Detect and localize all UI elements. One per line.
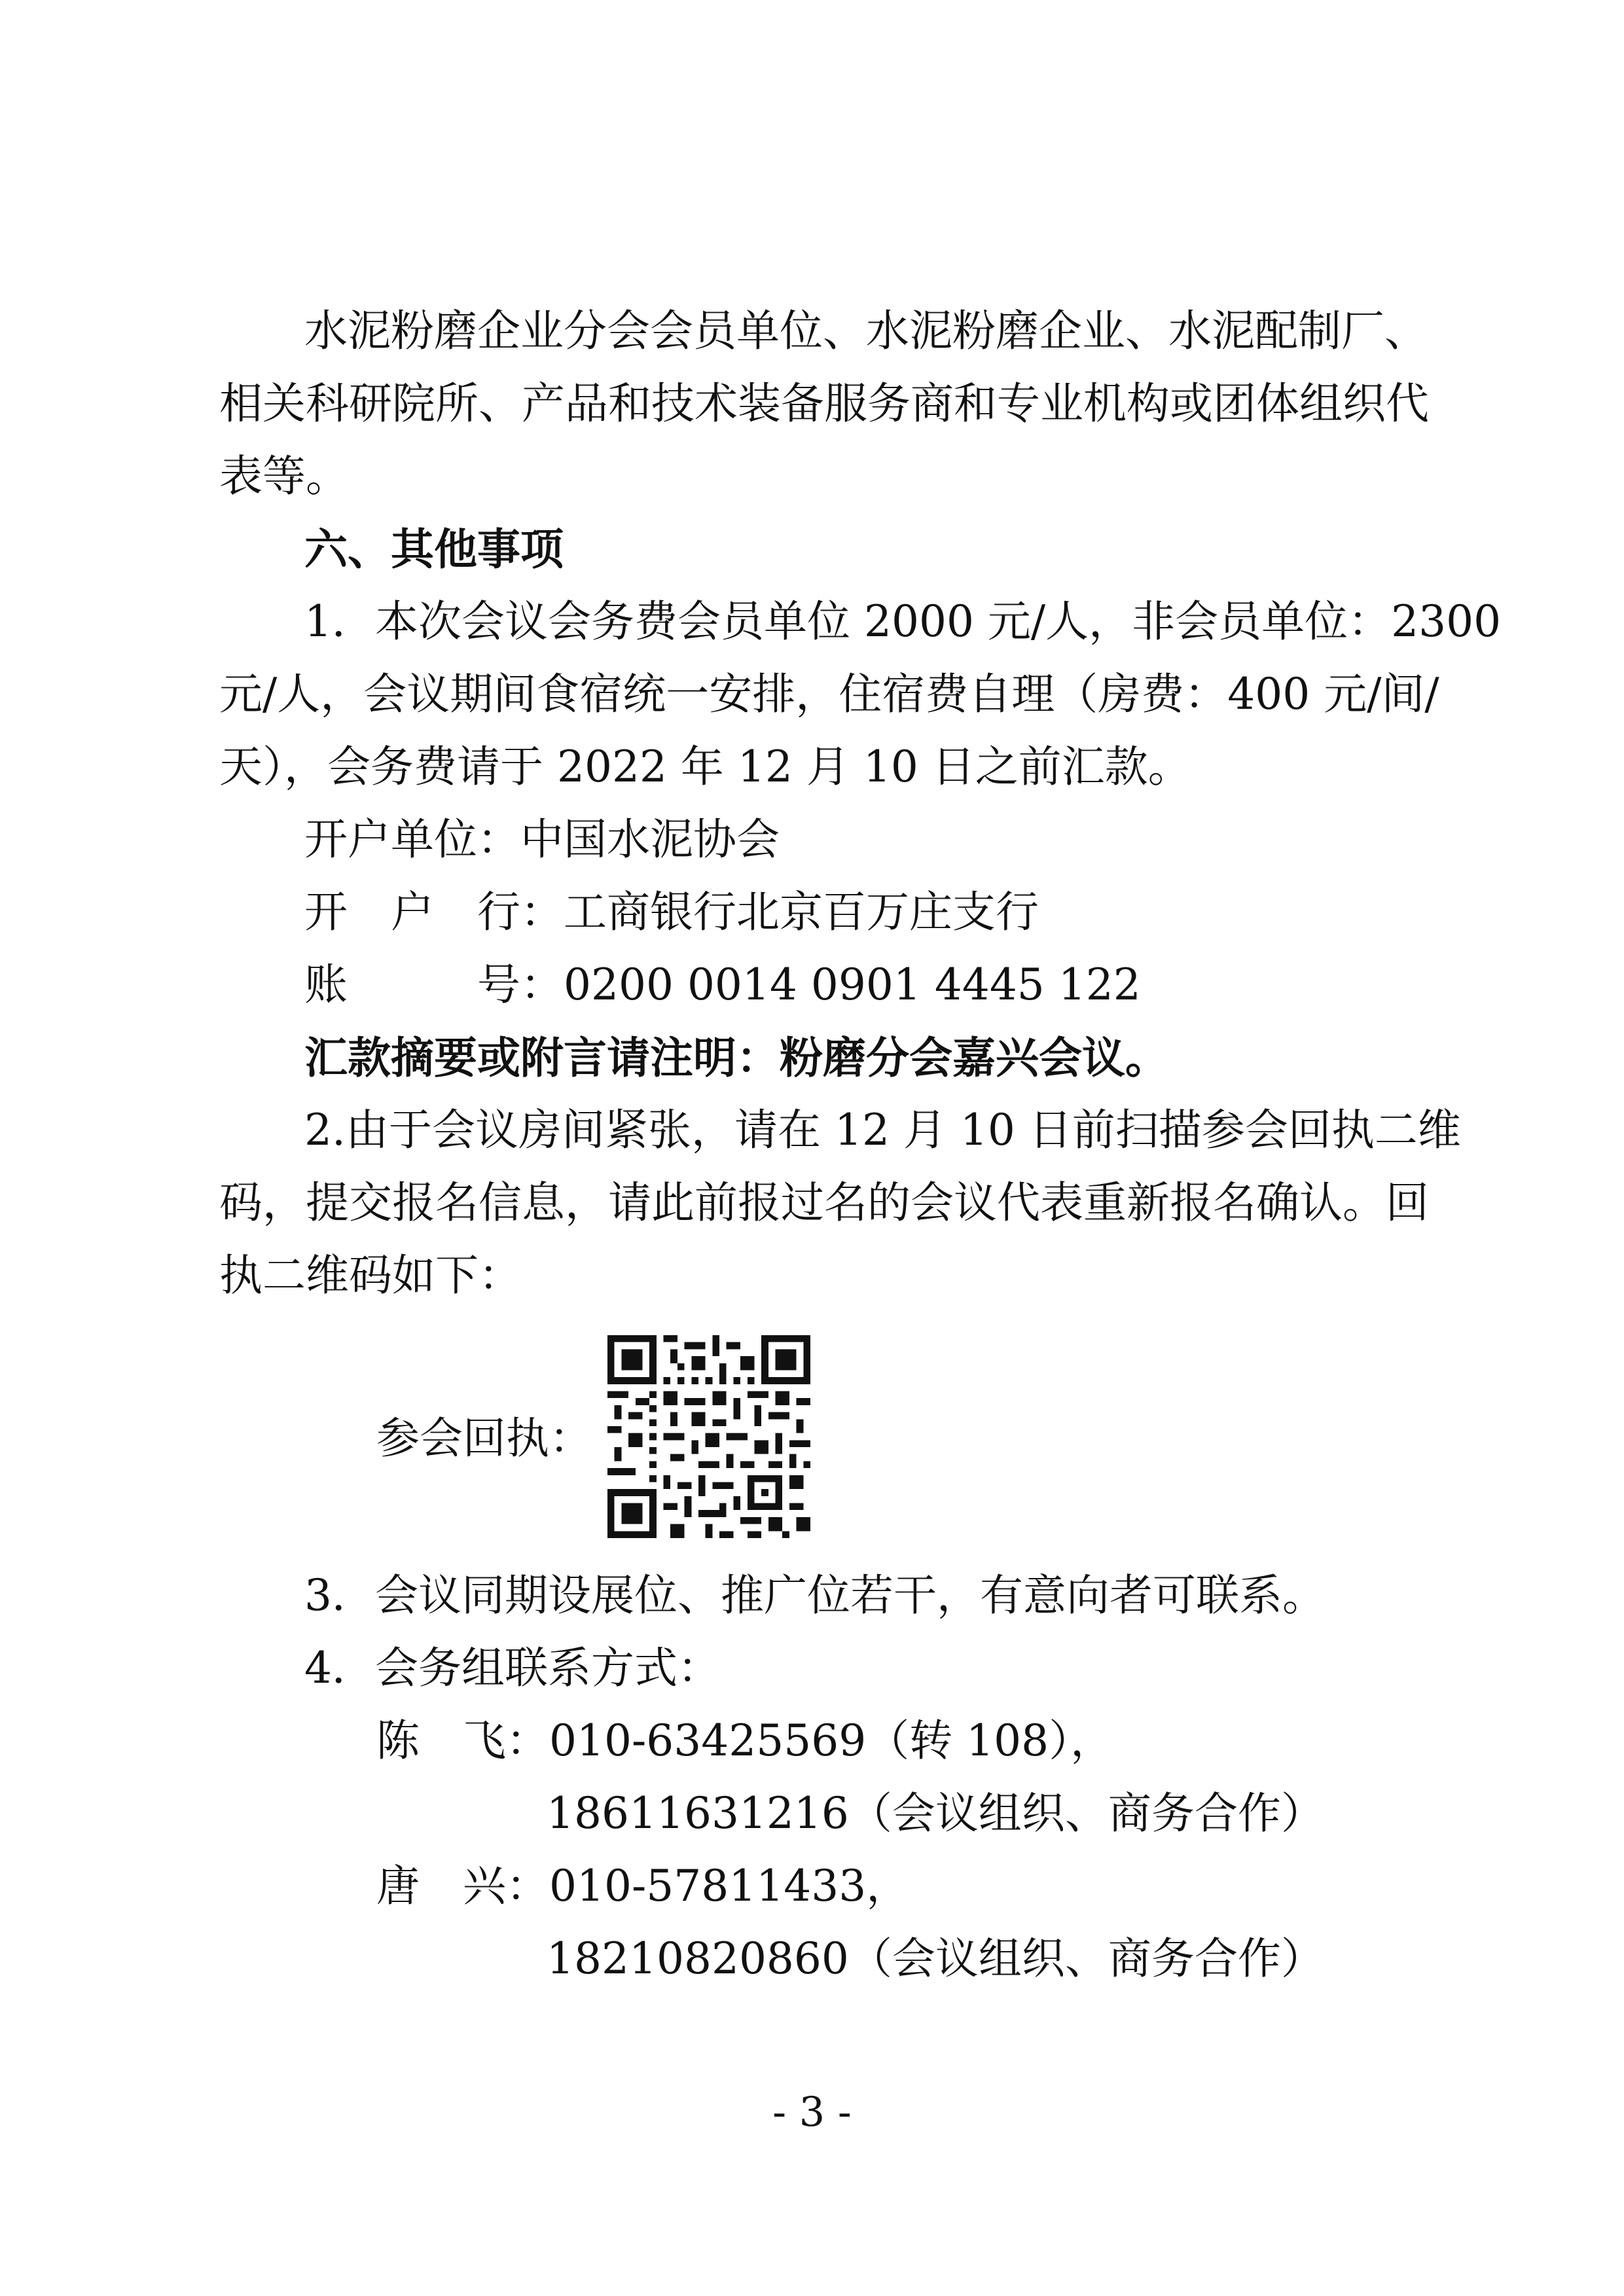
intro-line-3: 表等。 — [219, 451, 349, 501]
item2-line-1: 2.由于会议房间紧张，请在 12 月 10 日前扫描参会回执二维 — [304, 1105, 1461, 1155]
account-bank: 开 户 行：工商银行北京百万庄支行 — [304, 887, 1039, 937]
item3: 3．会议同期设展位、推广位若干，有意向者可联系。 — [304, 1570, 1326, 1621]
remittance-remark: 汇款摘要或附言请注明：粉磨分会嘉兴会议。 — [304, 1032, 1168, 1083]
contact-chen-mobile: 18611631216（会议组织、商务合作） — [547, 1788, 1324, 1839]
qr-label: 参会回执： — [376, 1413, 592, 1463]
account-number: 账 号：0200 0014 0901 4445 122 — [304, 960, 1141, 1010]
item1-line-2: 元/人，会议期间食宿统一安排，住宿费自理（房费：400 元/间/ — [219, 669, 1439, 719]
contact-chen-phone: 陈 飞：010-63425569（转 108）， — [376, 1715, 1114, 1766]
page-number: - 3 - — [772, 2088, 852, 2136]
intro-line-2: 相关科研院所、产品和技术装备服务商和专业机构或团体组织代 — [219, 378, 1429, 429]
section-heading: 六、其他事项 — [304, 524, 564, 575]
item1-line-3: 天），会务费请于 2022 年 12 月 10 日之前汇款。 — [219, 742, 1191, 792]
contact-tang-mobile: 18210820860（会议组织、商务合作） — [547, 1933, 1324, 1984]
account-holder: 开户单位：中国水泥协会 — [304, 814, 780, 865]
item4: 4．会务组联系方式： — [304, 1643, 721, 1693]
item2-line-2: 码，提交报名信息，请此前报过名的会议代表重新报名确认。回 — [219, 1177, 1429, 1228]
registration-qr-code[interactable] — [607, 1335, 810, 1538]
intro-line-1: 水泥粉磨企业分会会员单位、水泥粉磨企业、水泥配制厂、 — [304, 306, 1428, 356]
item2-line-3: 执二维码如下： — [219, 1250, 522, 1300]
contact-tang-phone: 唐 兴：010-57811433， — [376, 1861, 910, 1911]
item1-line-1: 1．本次会议会务费会员单位 2000 元/人，非会员单位：2300 — [304, 596, 1502, 647]
